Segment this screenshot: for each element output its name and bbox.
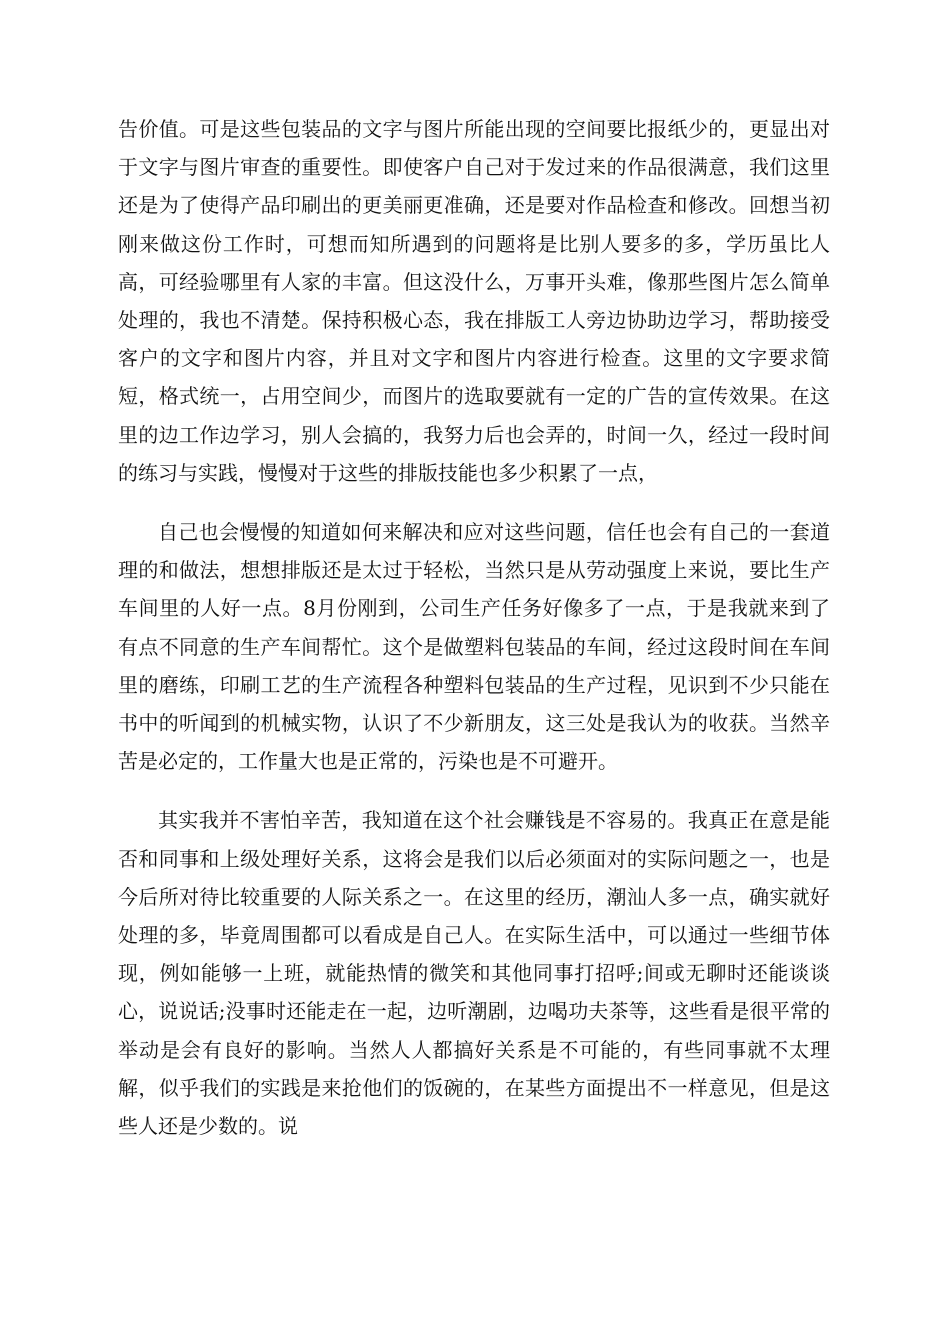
paragraph: 自己也会慢慢的知道如何来解决和应对这些问题，信任也会有自己的一套道理的和做法，想想排版还是太过于轻松，当然只是从劳动强度上来说，要比生产车间里的人好一点。8月份刚到，公司生产任务好像多了一点，于是我就来到了有点不同意的生产车间帮忙。这个是做塑料包装品的车间，经过这段时间在车间里的磨练，印刷工艺的生产流程各种塑料包装品的生产过程，见识到不少只能在书中的听闻到的机械实物，认识了不少新朋友，这三处是我认为的收获。当然辛苦是必定的，工作量大也是正常的，污染也是不可避开。 <box>118 520 830 774</box>
paragraph-continued: 告价值。可是这些包装品的文字与图片所能出现的空间要比报纸少的，更显出对于文字与图片审查的重要性。即使客户自己对于发过来的作品很满意，我们这里还是为了使得产品印刷出的更美丽更准确，还是要对作品检查和修改。回想当初刚来做这份工作时，可想而知所遇到的问题将是比别人要多的多，学历虽比人高，可经验哪里有人家的丰富。但这没什么，万事开头难，像那些图片怎么简单处理的，我也不清楚。保持积极心态，我在排版工人旁边协助边学习，帮助接受客户的文字和图片内容，并且对文字和图片内容进行检查。这里的文字要求简短，格式统一，占用空间少，而图片的选取要就有一定的广告的宣传效果。在这里的边工作边学习，别人会搞的，我努力后也会弄的，时间一久，经过一段时间的练习与实践，慢慢对于这些的排版技能也多少积累了一点， <box>118 117 830 485</box>
document-body <box>118 110 830 1166</box>
paragraph: 其实我并不害怕辛苦，我知道在这个社会赚钱是不容易的。我真正在意是能否和同事和上级处理好关系，这将会是我们以后必须面对的实际问题之一，也是今后所对待比较重要的人际关系之一。在这里的经历，潮汕人多一点，确实就好处理的多，毕竟周围都可以看成是自己人。在实际生活中，可以通过一些细节体现，例如能够一上班，就能热情的微笑和其他同事打招呼;间或无聊时还能谈谈心，说说话;没事时还能走在一起，边听潮剧，边喝功夫茶等，这些看是很平常的举动是会有良好的影响。当然人人都搞好关系是不可能的，有些同事就不太理解，似乎我们的实践是来抢他们的饭碗的，在某些方面提出不一样意见，但是这些人还是少数的。说 <box>118 808 830 1139</box>
